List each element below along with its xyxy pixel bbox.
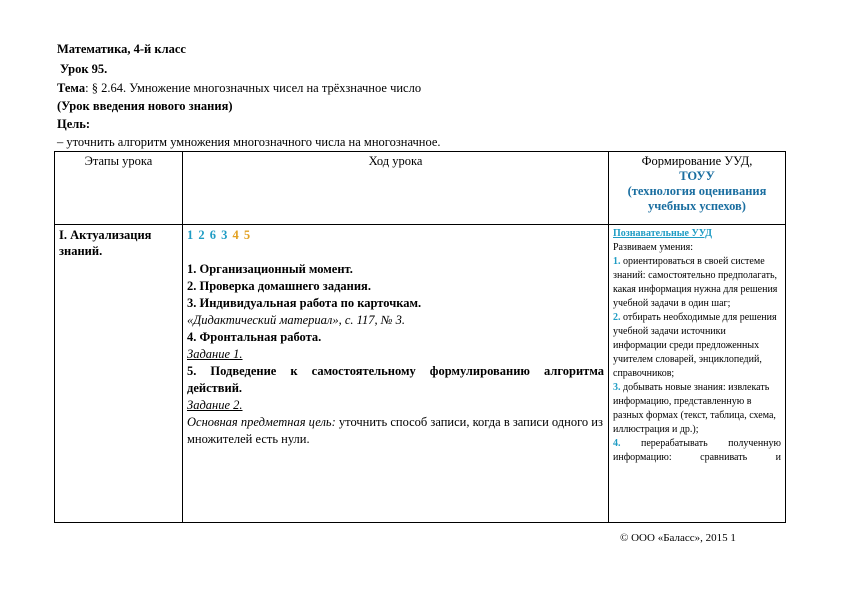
uud-item-text: ориентироваться в своей системе знаний: самостоятельно предполагать, какая информация нужна для решения учебной задачи в один шаг; [613,256,778,309]
table-row [55,225,786,523]
topic-text: : § 2.64. Умножение многозначных чисел на трёхзначное число [85,81,422,95]
uud-header-line2: ТОУУ [679,169,715,183]
uud-cell [609,225,786,523]
main-goal-label: Основная предметная цель: [187,415,336,429]
goal-text [57,135,441,150]
slide-number[interactable]: 2 [198,228,206,242]
uud-title: Познавательные УУД [613,228,713,239]
topic-line [57,81,421,96]
uud-item-text: перерабатывать полученную информацию: сравнивать и [613,438,781,463]
lesson-number: Урок 95. [60,62,108,76]
col-header-process: Ход урока [183,152,609,225]
slide-number[interactable]: 5 [243,228,252,242]
slide-number[interactable]: 6 [209,228,217,242]
step-1: 1. Организационный момент. [187,262,353,276]
uud-item [613,437,781,465]
slide-numbers [187,227,604,244]
uud-header-line1: Формирование УУД, [641,154,753,168]
uud-item-number: 2. [613,312,621,323]
uud-intro: Развиваем умения: [613,242,694,253]
copyright-footer: © ООО «Баласс», 2015 1 [620,532,736,544]
col-header-stages: Этапы урока [55,152,183,225]
uud-item-number: 1. [613,256,621,267]
slide-number[interactable]: 3 [221,228,229,242]
main-goal [187,414,604,448]
step-3: 3. Индивидуальная работа по карточкам. [187,296,422,310]
stage-cell [55,225,183,523]
step-2: 2. Проверка домашнего задания. [187,279,371,293]
slide-number[interactable]: 4 [232,228,240,242]
goal-text-content: – уточнить алгоритм умножения многозначного числа на многозначное. [57,135,441,149]
uud-header-line3: (технология оценивания [627,184,767,198]
didactic-reference: «Дидактический материал», с. 117, № 3. [187,313,406,327]
uud-item-text: добывать новые знания: извлекать информацию, представленную в разных формах (текст, таблица, схема, иллюстрация и др.); [613,382,776,435]
uud-item [613,311,781,381]
goal-label: Цель: [57,117,91,131]
task-1: Задание 1. [187,347,243,361]
col-header-uud [609,152,786,225]
topic-label: Тема [57,81,86,95]
process-cell [183,225,609,523]
stage-title: I. Актуализация знаний. [59,228,152,258]
step-5: 5. Подведение к самостоятельному формулированию алгоритма действий. [187,364,604,395]
uud-item [613,381,781,437]
uud-item-number: 3. [613,382,621,393]
lesson-type: (Урок введения нового знания) [57,99,233,113]
uud-item [613,255,781,311]
uud-item-number: 4. [613,438,621,449]
uud-header-line4: учебных успехов) [648,199,746,213]
uud-item-text: отбирать необходимые для решения учебной задачи источники информации среди предложенных учителем словарей, энциклопедий, справочников; [613,312,777,379]
slide-number[interactable]: 1 [187,228,195,242]
step-4: 4. Фронтальная работа. [187,330,322,344]
task-2: Задание 2. [187,398,243,412]
subject-line: Математика, 4-й класс [57,42,186,56]
table-header-row [55,152,786,225]
main-goal-text: уточнить способ записи, когда в записи одного из множителей есть нули. [187,415,603,446]
lesson-table [54,151,786,523]
